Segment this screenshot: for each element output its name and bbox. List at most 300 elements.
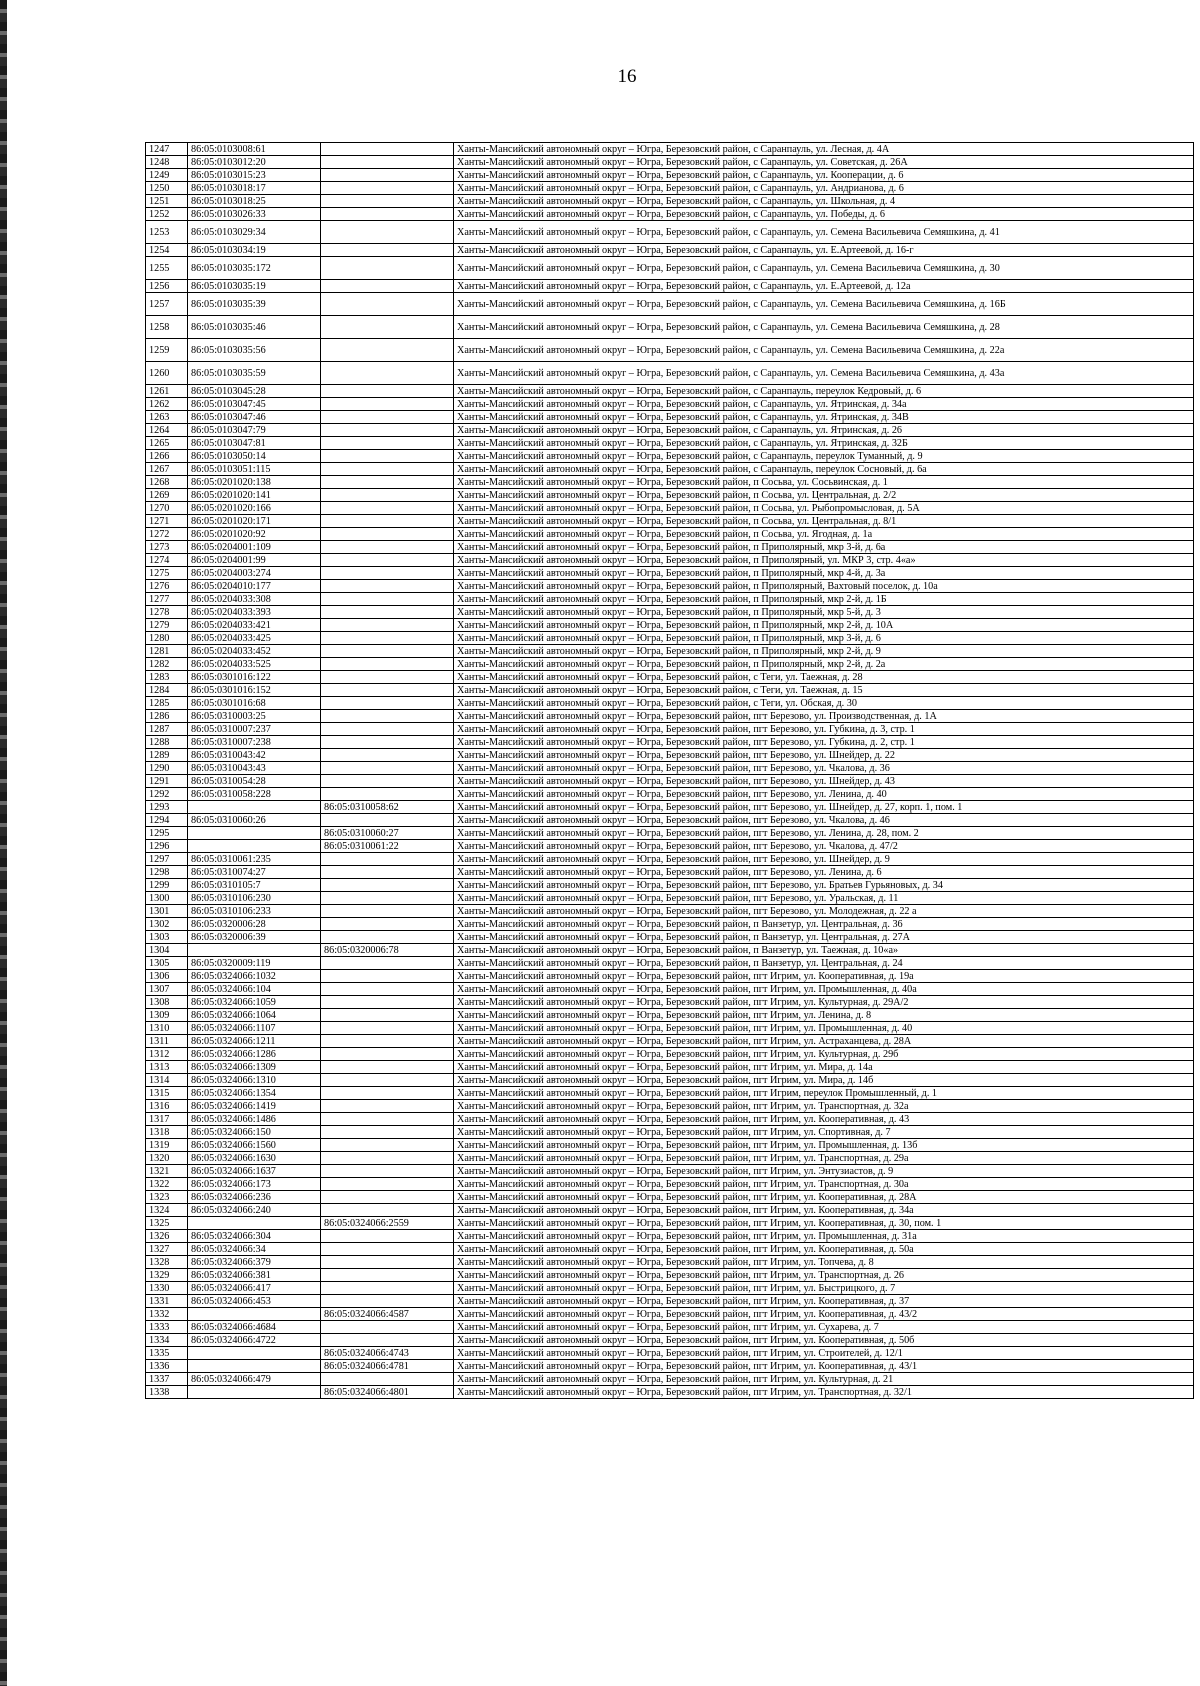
table-row [146, 257, 1194, 280]
cadastral-number-cell [188, 1386, 321, 1399]
object-cadastral-number-cell [321, 905, 454, 918]
cadastral-number-cell: 86:05:0324066:4722 [188, 1334, 321, 1347]
row-number-cell: 1293 [146, 801, 188, 814]
row-number-cell: 1254 [146, 244, 188, 257]
row-number-cell: 1257 [146, 293, 188, 316]
address-cell: Ханты-Мансийский автономный округ – Югра, Березовский район, с Саранпауль, ул. Семена Васильевича Семяшкина, д. 16Б [454, 293, 1194, 316]
cadastral-number-cell: 86:05:0324066:34 [188, 1243, 321, 1256]
object-cadastral-number-cell [321, 515, 454, 528]
cadastral-number-cell: 86:05:0310105:7 [188, 879, 321, 892]
table-row [146, 762, 1194, 775]
table-row [146, 1373, 1194, 1386]
cadastral-number-cell: 86:05:0103029:34 [188, 221, 321, 244]
object-cadastral-number-cell [321, 645, 454, 658]
row-number-cell: 1334 [146, 1334, 188, 1347]
table-row [146, 1009, 1194, 1022]
address-cell: Ханты-Мансийский автономный округ – Югра, Березовский район, пгт Березово, ул. Чкалова, д. 46 [454, 814, 1194, 827]
address-cell: Ханты-Мансийский автономный округ – Югра, Березовский район, пгт Игрим, ул. Промышленная, д. 13б [454, 1139, 1194, 1152]
cadastral-number-cell: 86:05:0204010:177 [188, 580, 321, 593]
object-cadastral-number-cell [321, 143, 454, 156]
address-cell: Ханты-Мансийский автономный округ – Югра, Березовский район, пгт Березово, ул. Ленина, д. 28, пом. 2 [454, 827, 1194, 840]
cadastral-number-cell: 86:05:0103018:25 [188, 195, 321, 208]
row-number-cell: 1290 [146, 762, 188, 775]
table-row [146, 710, 1194, 723]
object-cadastral-number-cell [321, 1204, 454, 1217]
object-cadastral-number-cell [321, 293, 454, 316]
table-row [146, 1087, 1194, 1100]
cadastral-number-cell: 86:05:0324066:1064 [188, 1009, 321, 1022]
address-cell: Ханты-Мансийский автономный округ – Югра, Березовский район, пгт Березово, ул. Братьев Гурьяновых, д. 34 [454, 879, 1194, 892]
address-cell: Ханты-Мансийский автономный округ – Югра, Березовский район, пгт Игрим, ул. Культурная, д. 21 [454, 1373, 1194, 1386]
cadastral-number-cell: 86:05:0324066:1032 [188, 970, 321, 983]
object-cadastral-number-cell [321, 1022, 454, 1035]
address-cell: Ханты-Мансийский автономный округ – Югра, Березовский район, пгт Игрим, ул. Мира, д. 14б [454, 1074, 1194, 1087]
object-cadastral-number-cell: 86:05:0310058:62 [321, 801, 454, 814]
row-number-cell: 1327 [146, 1243, 188, 1256]
address-cell: Ханты-Мансийский автономный округ – Югра, Березовский район, пгт Игрим, ул. Кооперативная, д. 50а [454, 1243, 1194, 1256]
object-cadastral-number-cell [321, 1321, 454, 1334]
address-cell: Ханты-Мансийский автономный округ – Югра, Березовский район, с Саранпауль, ул. Андрианова, д. 6 [454, 182, 1194, 195]
table-row [146, 1360, 1194, 1373]
cadastral-number-cell: 86:05:0103035:46 [188, 316, 321, 339]
cadastral-number-cell: 86:05:0310106:230 [188, 892, 321, 905]
object-cadastral-number-cell [321, 697, 454, 710]
object-cadastral-number-cell [321, 853, 454, 866]
cadastral-number-cell: 86:05:0204033:308 [188, 593, 321, 606]
address-cell: Ханты-Мансийский автономный округ – Югра, Березовский район, с Теги, ул. Таежная, д. 28 [454, 671, 1194, 684]
address-cell: Ханты-Мансийский автономный округ – Югра, Березовский район, пгт Игрим, переулок Промышленный, д. 1 [454, 1087, 1194, 1100]
object-cadastral-number-cell [321, 632, 454, 645]
address-cell: Ханты-Мансийский автономный округ – Югра, Березовский район, пгт Игрим, ул. Мира, д. 14а [454, 1061, 1194, 1074]
cadastral-number-cell: 86:05:0324066:381 [188, 1269, 321, 1282]
address-cell: Ханты-Мансийский автономный округ – Югра, Березовский район, пгт Игрим, ул. Энтузиастов, д. 9 [454, 1165, 1194, 1178]
object-cadastral-number-cell [321, 398, 454, 411]
row-number-cell: 1250 [146, 182, 188, 195]
cadastral-number-cell: 86:05:0324066:453 [188, 1295, 321, 1308]
address-cell: Ханты-Мансийский автономный округ – Югра, Березовский район, п Сосьва, ул. Сосьвинская, д. 1 [454, 476, 1194, 489]
object-cadastral-number-cell [321, 866, 454, 879]
row-number-cell: 1248 [146, 156, 188, 169]
address-cell: Ханты-Мансийский автономный округ – Югра, Березовский район, п Сосьва, ул. Центральная, д. 2/2 [454, 489, 1194, 502]
table-row [146, 195, 1194, 208]
address-cell: Ханты-Мансийский автономный округ – Югра, Березовский район, пгт Игрим, ул. Топчева, д. 8 [454, 1256, 1194, 1269]
cadastral-number-cell: 86:05:0324066:1107 [188, 1022, 321, 1035]
object-cadastral-number-cell [321, 437, 454, 450]
object-cadastral-number-cell [321, 918, 454, 931]
object-cadastral-number-cell [321, 606, 454, 619]
object-cadastral-number-cell [321, 931, 454, 944]
cadastral-number-cell [188, 944, 321, 957]
object-cadastral-number-cell [321, 684, 454, 697]
row-number-cell: 1333 [146, 1321, 188, 1334]
object-cadastral-number-cell: 86:05:0320006:78 [321, 944, 454, 957]
row-number-cell: 1304 [146, 944, 188, 957]
address-cell: Ханты-Мансийский автономный округ – Югра, Березовский район, п Приполярный, мкр 3-й, д. 6 [454, 632, 1194, 645]
cadastral-number-cell: 86:05:0103047:46 [188, 411, 321, 424]
row-number-cell: 1286 [146, 710, 188, 723]
table-row [146, 619, 1194, 632]
address-cell: Ханты-Мансийский автономный округ – Югра, Березовский район, пгт Игрим, ул. Кооперативная, д. 34а [454, 1204, 1194, 1217]
table-row [146, 983, 1194, 996]
cadastral-number-cell: 86:05:0103047:45 [188, 398, 321, 411]
cadastral-number-cell: 86:05:0324066:1637 [188, 1165, 321, 1178]
address-cell: Ханты-Мансийский автономный округ – Югра, Березовский район, с Саранпауль, ул. Советская, д. 26А [454, 156, 1194, 169]
address-cell: Ханты-Мансийский автономный округ – Югра, Березовский район, пгт Игрим, ул. Промышленная, д. 40 [454, 1022, 1194, 1035]
object-cadastral-number-cell [321, 970, 454, 983]
row-number-cell: 1337 [146, 1373, 188, 1386]
cadastral-number-cell: 86:05:0103034:19 [188, 244, 321, 257]
object-cadastral-number-cell [321, 1061, 454, 1074]
table-row [146, 1386, 1194, 1399]
table-row [146, 632, 1194, 645]
object-cadastral-number-cell [321, 892, 454, 905]
object-cadastral-number-cell [321, 658, 454, 671]
address-cell: Ханты-Мансийский автономный округ – Югра, Березовский район, с Теги, ул. Таежная, д. 15 [454, 684, 1194, 697]
object-cadastral-number-cell [321, 996, 454, 1009]
address-cell: Ханты-Мансийский автономный округ – Югра, Березовский район, с Теги, ул. Обская, д. 30 [454, 697, 1194, 710]
address-cell: Ханты-Мансийский автономный округ – Югра, Березовский район, пгт Игрим, ул. Кооперативная, д. 19а [454, 970, 1194, 983]
address-cell: Ханты-Мансийский автономный округ – Югра, Березовский район, с Саранпауль, переулок Туманный, д. 9 [454, 450, 1194, 463]
table-row [146, 450, 1194, 463]
cadastral-number-cell [188, 827, 321, 840]
table-row [146, 749, 1194, 762]
address-cell: Ханты-Мансийский автономный округ – Югра, Березовский район, пгт Игрим, ул. Транспортная, д. 26 [454, 1269, 1194, 1282]
table-row [146, 801, 1194, 814]
cadastral-number-cell: 86:05:0324066:417 [188, 1282, 321, 1295]
object-cadastral-number-cell [321, 983, 454, 996]
row-number-cell: 1328 [146, 1256, 188, 1269]
object-cadastral-number-cell [321, 619, 454, 632]
row-number-cell: 1318 [146, 1126, 188, 1139]
address-cell: Ханты-Мансийский автономный округ – Югра, Березовский район, с Саранпауль, ул. Семена Васильевича Семяшкина, д. 22а [454, 339, 1194, 362]
table-row [146, 424, 1194, 437]
cadastral-number-cell: 86:05:0310060:26 [188, 814, 321, 827]
row-number-cell: 1321 [146, 1165, 188, 1178]
address-cell: Ханты-Мансийский автономный округ – Югра, Березовский район, с Саранпауль, ул. Лесная, д. 4А [454, 143, 1194, 156]
row-number-cell: 1301 [146, 905, 188, 918]
cadastral-number-cell: 86:05:0103008:61 [188, 143, 321, 156]
table-row [146, 182, 1194, 195]
row-number-cell: 1319 [146, 1139, 188, 1152]
row-number-cell: 1287 [146, 723, 188, 736]
object-cadastral-number-cell [321, 1269, 454, 1282]
table-row [146, 463, 1194, 476]
address-cell: Ханты-Мансийский автономный округ – Югра, Березовский район, пгт Игрим, ул. Астраханцева, д. 28А [454, 1035, 1194, 1048]
address-cell: Ханты-Мансийский автономный округ – Югра, Березовский район, с Саранпауль, ул. Е.Артеевой, д. 12а [454, 280, 1194, 293]
address-cell: Ханты-Мансийский автономный округ – Югра, Березовский район, п Ванзетур, ул. Центральная, д. 36 [454, 918, 1194, 931]
address-cell: Ханты-Мансийский автономный округ – Югра, Березовский район, пгт Березово, ул. Ленина, д. 40 [454, 788, 1194, 801]
object-cadastral-number-cell [321, 710, 454, 723]
object-cadastral-number-cell [321, 502, 454, 515]
row-number-cell: 1312 [146, 1048, 188, 1061]
cadastral-number-cell: 86:05:0310003:25 [188, 710, 321, 723]
table-row [146, 1295, 1194, 1308]
address-cell: Ханты-Мансийский автономный округ – Югра, Березовский район, с Саранпауль, ул. Победы, д. 6 [454, 208, 1194, 221]
row-number-cell: 1252 [146, 208, 188, 221]
object-cadastral-number-cell [321, 1139, 454, 1152]
row-number-cell: 1309 [146, 1009, 188, 1022]
object-cadastral-number-cell [321, 257, 454, 280]
address-cell: Ханты-Мансийский автономный округ – Югра, Березовский район, пгт Березово, ул. Производственная, д. 1А [454, 710, 1194, 723]
address-cell: Ханты-Мансийский автономный округ – Югра, Березовский район, п Приполярный, мкр 2-й, д. 10А [454, 619, 1194, 632]
object-cadastral-number-cell [321, 385, 454, 398]
cadastral-number-cell: 86:05:0310074:27 [188, 866, 321, 879]
address-cell: Ханты-Мансийский автономный округ – Югра, Березовский район, пгт Березово, ул. Шнейдер, д. 22 [454, 749, 1194, 762]
address-cell: Ханты-Мансийский автономный округ – Югра, Березовский район, п Приполярный, мкр 5-й, д. 3 [454, 606, 1194, 619]
row-number-cell: 1258 [146, 316, 188, 339]
cadastral-number-cell: 86:05:0310106:233 [188, 905, 321, 918]
table-row [146, 437, 1194, 450]
table-row [146, 892, 1194, 905]
table-row [146, 736, 1194, 749]
address-cell: Ханты-Мансийский автономный округ – Югра, Березовский район, пгт Игрим, ул. Кооперативная, д. 50б [454, 1334, 1194, 1347]
row-number-cell: 1305 [146, 957, 188, 970]
cadastral-number-cell: 86:05:0320006:28 [188, 918, 321, 931]
address-cell: Ханты-Мансийский автономный округ – Югра, Березовский район, п Ванзетур, ул. Таежная, д. 10«а» [454, 944, 1194, 957]
table-row [146, 1048, 1194, 1061]
object-cadastral-number-cell [321, 208, 454, 221]
cadastral-number-cell: 86:05:0103035:19 [188, 280, 321, 293]
address-cell: Ханты-Мансийский автономный округ – Югра, Березовский район, пгт Игрим, ул. Ленина, д. 8 [454, 1009, 1194, 1022]
object-cadastral-number-cell [321, 362, 454, 385]
object-cadastral-number-cell [321, 1230, 454, 1243]
row-number-cell: 1322 [146, 1178, 188, 1191]
row-number-cell: 1274 [146, 554, 188, 567]
row-number-cell: 1251 [146, 195, 188, 208]
table-row [146, 502, 1194, 515]
row-number-cell: 1247 [146, 143, 188, 156]
cadastral-number-cell: 86:05:0324066:479 [188, 1373, 321, 1386]
object-cadastral-number-cell [321, 182, 454, 195]
row-number-cell: 1326 [146, 1230, 188, 1243]
address-cell: Ханты-Мансийский автономный округ – Югра, Березовский район, с Саранпауль, ул. Ятринская, д. 34В [454, 411, 1194, 424]
row-number-cell: 1278 [146, 606, 188, 619]
property-register-table [145, 142, 1194, 1399]
address-cell: Ханты-Мансийский автономный округ – Югра, Березовский район, п Приполярный, Вахтовый поселок, д. 10а [454, 580, 1194, 593]
cadastral-number-cell: 86:05:0103035:56 [188, 339, 321, 362]
row-number-cell: 1302 [146, 918, 188, 931]
address-cell: Ханты-Мансийский автономный округ – Югра, Березовский район, пгт Березово, ул. Губкина, д. 3, стр. 1 [454, 723, 1194, 736]
object-cadastral-number-cell [321, 1243, 454, 1256]
cadastral-number-cell: 86:05:0310043:42 [188, 749, 321, 762]
row-number-cell: 1303 [146, 931, 188, 944]
row-number-cell: 1289 [146, 749, 188, 762]
object-cadastral-number-cell [321, 879, 454, 892]
table-row [146, 1139, 1194, 1152]
object-cadastral-number-cell [321, 221, 454, 244]
table-row [146, 411, 1194, 424]
row-number-cell: 1282 [146, 658, 188, 671]
row-number-cell: 1325 [146, 1217, 188, 1230]
address-cell: Ханты-Мансийский автономный округ – Югра, Березовский район, п Сосьва, ул. Центральная, д. 8/1 [454, 515, 1194, 528]
object-cadastral-number-cell: 86:05:0324066:2559 [321, 1217, 454, 1230]
table-row [146, 1321, 1194, 1334]
address-cell: Ханты-Мансийский автономный округ – Югра, Березовский район, п Сосьва, ул. Ягодная, д. 1а [454, 528, 1194, 541]
object-cadastral-number-cell [321, 1334, 454, 1347]
address-cell: Ханты-Мансийский автономный округ – Югра, Березовский район, пгт Игрим, ул. Культурная, д. 29А/2 [454, 996, 1194, 1009]
table-row [146, 931, 1194, 944]
cadastral-number-cell: 86:05:0103012:20 [188, 156, 321, 169]
address-cell: Ханты-Мансийский автономный округ – Югра, Березовский район, пгт Игрим, ул. Сухарева, д. 7 [454, 1321, 1194, 1334]
table-row [146, 905, 1194, 918]
table-row [146, 1035, 1194, 1048]
address-cell: Ханты-Мансийский автономный округ – Югра, Березовский район, пгт Игрим, ул. Кооперативная, д. 37 [454, 1295, 1194, 1308]
table-row [146, 515, 1194, 528]
cadastral-number-cell: 86:05:0324066:1419 [188, 1100, 321, 1113]
table-row [146, 879, 1194, 892]
table-row [146, 1152, 1194, 1165]
address-cell: Ханты-Мансийский автономный округ – Югра, Березовский район, п Сосьва, ул. Рыбопромысловая, д. 5А [454, 502, 1194, 515]
address-cell: Ханты-Мансийский автономный округ – Югра, Березовский район, п Приполярный, мкр 4-й, д. 3а [454, 567, 1194, 580]
cadastral-number-cell: 86:05:0201020:141 [188, 489, 321, 502]
address-cell: Ханты-Мансийский автономный округ – Югра, Березовский район, пгт Игрим, ул. Транспортная, д. 29а [454, 1152, 1194, 1165]
cadastral-number-cell: 86:05:0324066:240 [188, 1204, 321, 1217]
table-row [146, 339, 1194, 362]
object-cadastral-number-cell [321, 1165, 454, 1178]
address-cell: Ханты-Мансийский автономный округ – Югра, Березовский район, с Саранпауль, ул. Кооперации, д. 6 [454, 169, 1194, 182]
table-row [146, 1256, 1194, 1269]
object-cadastral-number-cell [321, 1126, 454, 1139]
table-row [146, 385, 1194, 398]
table-row [146, 1178, 1194, 1191]
object-cadastral-number-cell [321, 749, 454, 762]
cadastral-number-cell: 86:05:0204001:99 [188, 554, 321, 567]
table-row [146, 918, 1194, 931]
table-row [146, 541, 1194, 554]
cadastral-number-cell: 86:05:0324066:1310 [188, 1074, 321, 1087]
address-cell: Ханты-Мансийский автономный округ – Югра, Березовский район, п Приполярный, мкр 2-й, д. 9 [454, 645, 1194, 658]
row-number-cell: 1332 [146, 1308, 188, 1321]
object-cadastral-number-cell [321, 316, 454, 339]
row-number-cell: 1296 [146, 840, 188, 853]
cadastral-number-cell: 86:05:0201020:138 [188, 476, 321, 489]
cadastral-number-cell: 86:05:0204001:109 [188, 541, 321, 554]
cadastral-number-cell: 86:05:0310054:28 [188, 775, 321, 788]
address-cell: Ханты-Мансийский автономный округ – Югра, Березовский район, пгт Березово, ул. Шнейдер, д. 9 [454, 853, 1194, 866]
cadastral-number-cell [188, 1347, 321, 1360]
address-cell: Ханты-Мансийский автономный округ – Югра, Березовский район, пгт Березово, ул. Шнейдер, д. 43 [454, 775, 1194, 788]
row-number-cell: 1316 [146, 1100, 188, 1113]
table-row [146, 169, 1194, 182]
table-row [146, 554, 1194, 567]
cadastral-number-cell [188, 1360, 321, 1373]
row-number-cell: 1262 [146, 398, 188, 411]
table-row [146, 970, 1194, 983]
row-number-cell: 1277 [146, 593, 188, 606]
row-number-cell: 1306 [146, 970, 188, 983]
row-number-cell: 1284 [146, 684, 188, 697]
table-row [146, 489, 1194, 502]
row-number-cell: 1331 [146, 1295, 188, 1308]
row-number-cell: 1298 [146, 866, 188, 879]
address-cell: Ханты-Мансийский автономный округ – Югра, Березовский район, с Саранпауль, ул. Ятринская, д. 32Б [454, 437, 1194, 450]
object-cadastral-number-cell [321, 489, 454, 502]
row-number-cell: 1323 [146, 1191, 188, 1204]
object-cadastral-number-cell [321, 775, 454, 788]
cadastral-number-cell: 86:05:0103018:17 [188, 182, 321, 195]
object-cadastral-number-cell [321, 1295, 454, 1308]
row-number-cell: 1295 [146, 827, 188, 840]
row-number-cell: 1259 [146, 339, 188, 362]
cadastral-number-cell: 86:05:0103047:81 [188, 437, 321, 450]
row-number-cell: 1275 [146, 567, 188, 580]
table-row [146, 723, 1194, 736]
table-row [146, 1308, 1194, 1321]
table-row [146, 866, 1194, 879]
row-number-cell: 1268 [146, 476, 188, 489]
object-cadastral-number-cell [321, 1282, 454, 1295]
address-cell: Ханты-Мансийский автономный округ – Югра, Березовский район, с Саранпауль, ул. Ятринская, д. 26 [454, 424, 1194, 437]
object-cadastral-number-cell [321, 1373, 454, 1386]
object-cadastral-number-cell: 86:05:0324066:4587 [321, 1308, 454, 1321]
address-cell: Ханты-Мансийский автономный округ – Югра, Березовский район, п Ванзетур, ул. Центральная, д. 27А [454, 931, 1194, 944]
cadastral-number-cell [188, 1308, 321, 1321]
row-number-cell: 1330 [146, 1282, 188, 1295]
object-cadastral-number-cell [321, 476, 454, 489]
object-cadastral-number-cell [321, 671, 454, 684]
object-cadastral-number-cell [321, 736, 454, 749]
cadastral-number-cell: 86:05:0103035:172 [188, 257, 321, 280]
address-cell: Ханты-Мансийский автономный округ – Югра, Березовский район, пгт Игрим, ул. Кооперативная, д. 43/1 [454, 1360, 1194, 1373]
table-row [146, 658, 1194, 671]
table-row [146, 1074, 1194, 1087]
table-row [146, 528, 1194, 541]
cadastral-number-cell: 86:05:0204033:452 [188, 645, 321, 658]
address-cell: Ханты-Мансийский автономный округ – Югра, Березовский район, пгт Игрим, ул. Промышленная, д. 40а [454, 983, 1194, 996]
cadastral-number-cell: 86:05:0103045:28 [188, 385, 321, 398]
table-row [146, 1113, 1194, 1126]
cadastral-number-cell: 86:05:0103047:79 [188, 424, 321, 437]
cadastral-number-cell: 86:05:0324066:104 [188, 983, 321, 996]
row-number-cell: 1310 [146, 1022, 188, 1035]
cadastral-number-cell: 86:05:0324066:304 [188, 1230, 321, 1243]
table-row [146, 244, 1194, 257]
object-cadastral-number-cell [321, 1113, 454, 1126]
cadastral-number-cell: 86:05:0103035:59 [188, 362, 321, 385]
cadastral-number-cell: 86:05:0324066:150 [188, 1126, 321, 1139]
address-cell: Ханты-Мансийский автономный округ – Югра, Березовский район, пгт Березово, ул. Молодежная, д. 22 а [454, 905, 1194, 918]
table-row [146, 697, 1194, 710]
object-cadastral-number-cell [321, 593, 454, 606]
cadastral-number-cell: 86:05:0310058:228 [188, 788, 321, 801]
cadastral-number-cell: 86:05:0320009:119 [188, 957, 321, 970]
address-cell: Ханты-Мансийский автономный округ – Югра, Березовский район, пгт Березово, ул. Уральская, д. 11 [454, 892, 1194, 905]
object-cadastral-number-cell [321, 156, 454, 169]
address-cell: Ханты-Мансийский автономный округ – Югра, Березовский район, п Приполярный, мкр 3-й, д. 6а [454, 541, 1194, 554]
object-cadastral-number-cell [321, 580, 454, 593]
cadastral-number-cell: 86:05:0324066:1354 [188, 1087, 321, 1100]
table-row [146, 1126, 1194, 1139]
table-row [146, 208, 1194, 221]
row-number-cell: 1308 [146, 996, 188, 1009]
table-row [146, 814, 1194, 827]
row-number-cell: 1292 [146, 788, 188, 801]
cadastral-number-cell: 86:05:0310007:237 [188, 723, 321, 736]
address-cell: Ханты-Мансийский автономный округ – Югра, Березовский район, пгт Березово, ул. Губкина, д. 2, стр. 1 [454, 736, 1194, 749]
address-cell: Ханты-Мансийский автономный округ – Югра, Березовский район, п Приполярный, мкр 2-й, д. 2а [454, 658, 1194, 671]
object-cadastral-number-cell [321, 1191, 454, 1204]
row-number-cell: 1281 [146, 645, 188, 658]
object-cadastral-number-cell [321, 1074, 454, 1087]
object-cadastral-number-cell [321, 528, 454, 541]
row-number-cell: 1329 [146, 1269, 188, 1282]
table-row [146, 671, 1194, 684]
row-number-cell: 1279 [146, 619, 188, 632]
row-number-cell: 1271 [146, 515, 188, 528]
scan-edge [0, 0, 7, 1686]
table-row [146, 1165, 1194, 1178]
object-cadastral-number-cell [321, 1087, 454, 1100]
